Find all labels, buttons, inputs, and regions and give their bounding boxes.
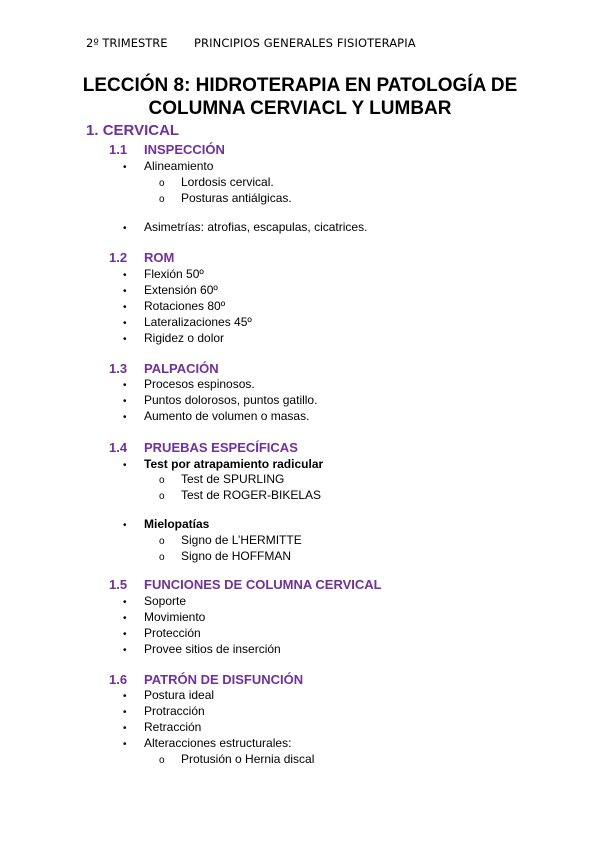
page-title: [40, 74, 560, 120]
list-subitem: o Test de SPURLING: [159, 472, 285, 486]
bullet-icon: •: [123, 286, 127, 297]
subsection-number: 1.6: [109, 672, 128, 687]
circle-bullet-icon: o: [159, 475, 165, 486]
list-item: • Asimetrías: atrofias, escapulas, cicatrices.: [123, 220, 368, 234]
list-subitem: o Protusión o Hernia discal: [159, 752, 315, 766]
list-subitem: o Signo de L’HERMITTE: [159, 533, 302, 547]
list-item: • Rigidez o dolor: [123, 331, 225, 345]
subsection-label: ROM: [144, 250, 175, 265]
list-item: • Mielopatías: [123, 517, 210, 531]
section-heading-cervical: [86, 122, 179, 139]
bullet-icon: •: [123, 380, 127, 391]
subsection-label: FUNCIONES DE COLUMNA CERVICAL: [144, 577, 382, 592]
subsection-heading: [109, 440, 298, 455]
circle-bullet-icon: o: [159, 491, 165, 502]
bullet-icon: •: [123, 739, 127, 750]
header-subject: PRINCIPIOS GENERALES FISIOTERAPIA: [194, 36, 416, 50]
bullet-icon: •: [123, 460, 127, 471]
list-item: • Alteracciones estructurales:: [123, 736, 292, 750]
subsection-number: 1.4: [109, 440, 128, 455]
section-number: 1.: [86, 122, 99, 139]
list-item: • Soporte: [123, 594, 187, 608]
list-item: • Protección: [123, 626, 201, 640]
bullet-icon: •: [123, 691, 127, 702]
list-item: • Flexión 50º: [123, 267, 204, 281]
bullet-icon: •: [123, 707, 127, 718]
list-subitem: o Signo de HOFFMAN: [159, 549, 292, 563]
subsection-heading: [109, 250, 174, 265]
list-item: • Provee sitios de inserción: [123, 642, 281, 656]
list-item: • Retracción: [123, 720, 202, 734]
subsection-label: PATRÓN DE DISFUNCIÓN: [144, 672, 304, 687]
bullet-icon: •: [123, 302, 127, 313]
section-label: CERVICAL: [102, 122, 180, 139]
bullet-icon: •: [123, 597, 127, 608]
list-item: • Extensión 60º: [123, 283, 218, 297]
bullet-icon: •: [123, 396, 127, 407]
subsection-label: PRUEBAS ESPECÍFICAS: [144, 440, 298, 455]
subsection-heading: [109, 142, 225, 157]
circle-bullet-icon: o: [159, 755, 165, 766]
list-subitem: o Lordosis cervical.: [159, 175, 274, 189]
bullet-icon: •: [123, 162, 127, 173]
circle-bullet-icon: o: [159, 178, 165, 189]
subsection-number: 1.3: [109, 361, 128, 376]
bullet-icon: •: [123, 270, 127, 281]
header-trimester: 2º TRIMESTRE: [86, 36, 168, 50]
title-line-2: COLUMNA CERVIACL Y LUMBAR: [148, 98, 452, 119]
bullet-icon: •: [123, 629, 127, 640]
list-item: • Rotaciones 80º: [123, 299, 226, 313]
list-item: • Postura ideal: [123, 688, 215, 702]
list-item: • Test por atrapamiento radicular: [123, 457, 324, 471]
list-subitem: o Test de ROGER-BIKELAS: [159, 488, 322, 502]
list-item: • Movimiento: [123, 610, 206, 624]
subsection-heading: [109, 672, 303, 687]
list-subitem: o Posturas antiálgicas.: [159, 191, 292, 205]
page-header: [86, 36, 560, 50]
list-item: • Lateralizaciones 45º: [123, 315, 252, 329]
bullet-icon: •: [123, 412, 127, 423]
subsection-label: INSPECCIÓN: [144, 142, 225, 157]
list-item: • Puntos dolorosos, puntos gatillo.: [123, 393, 318, 407]
subsection-number: 1.2: [109, 250, 128, 265]
subsection-label: PALPACIÓN: [144, 361, 219, 376]
list-item: • Procesos espinosos.: [123, 377, 255, 391]
circle-bullet-icon: o: [159, 552, 165, 563]
subsection-heading: [109, 577, 382, 592]
list-item: • Aumento de volumen o masas.: [123, 409, 310, 423]
bullet-icon: •: [123, 613, 127, 624]
bullet-icon: •: [123, 723, 127, 734]
bullet-icon: •: [123, 223, 127, 234]
list-item: • Protracción: [123, 704, 205, 718]
subsection-heading: [109, 361, 219, 376]
circle-bullet-icon: o: [159, 194, 165, 205]
circle-bullet-icon: o: [159, 536, 165, 547]
bullet-icon: •: [123, 318, 127, 329]
bullet-icon: •: [123, 520, 127, 531]
list-item: • Alineamiento: [123, 159, 214, 173]
subsection-number: 1.1: [109, 142, 128, 157]
bullet-icon: •: [123, 334, 127, 345]
title-line-1: LECCIÓN 8: HIDROTERAPIA EN PATOLOGÍA DE: [82, 75, 518, 96]
bullet-icon: •: [123, 645, 127, 656]
subsection-number: 1.5: [109, 577, 128, 592]
